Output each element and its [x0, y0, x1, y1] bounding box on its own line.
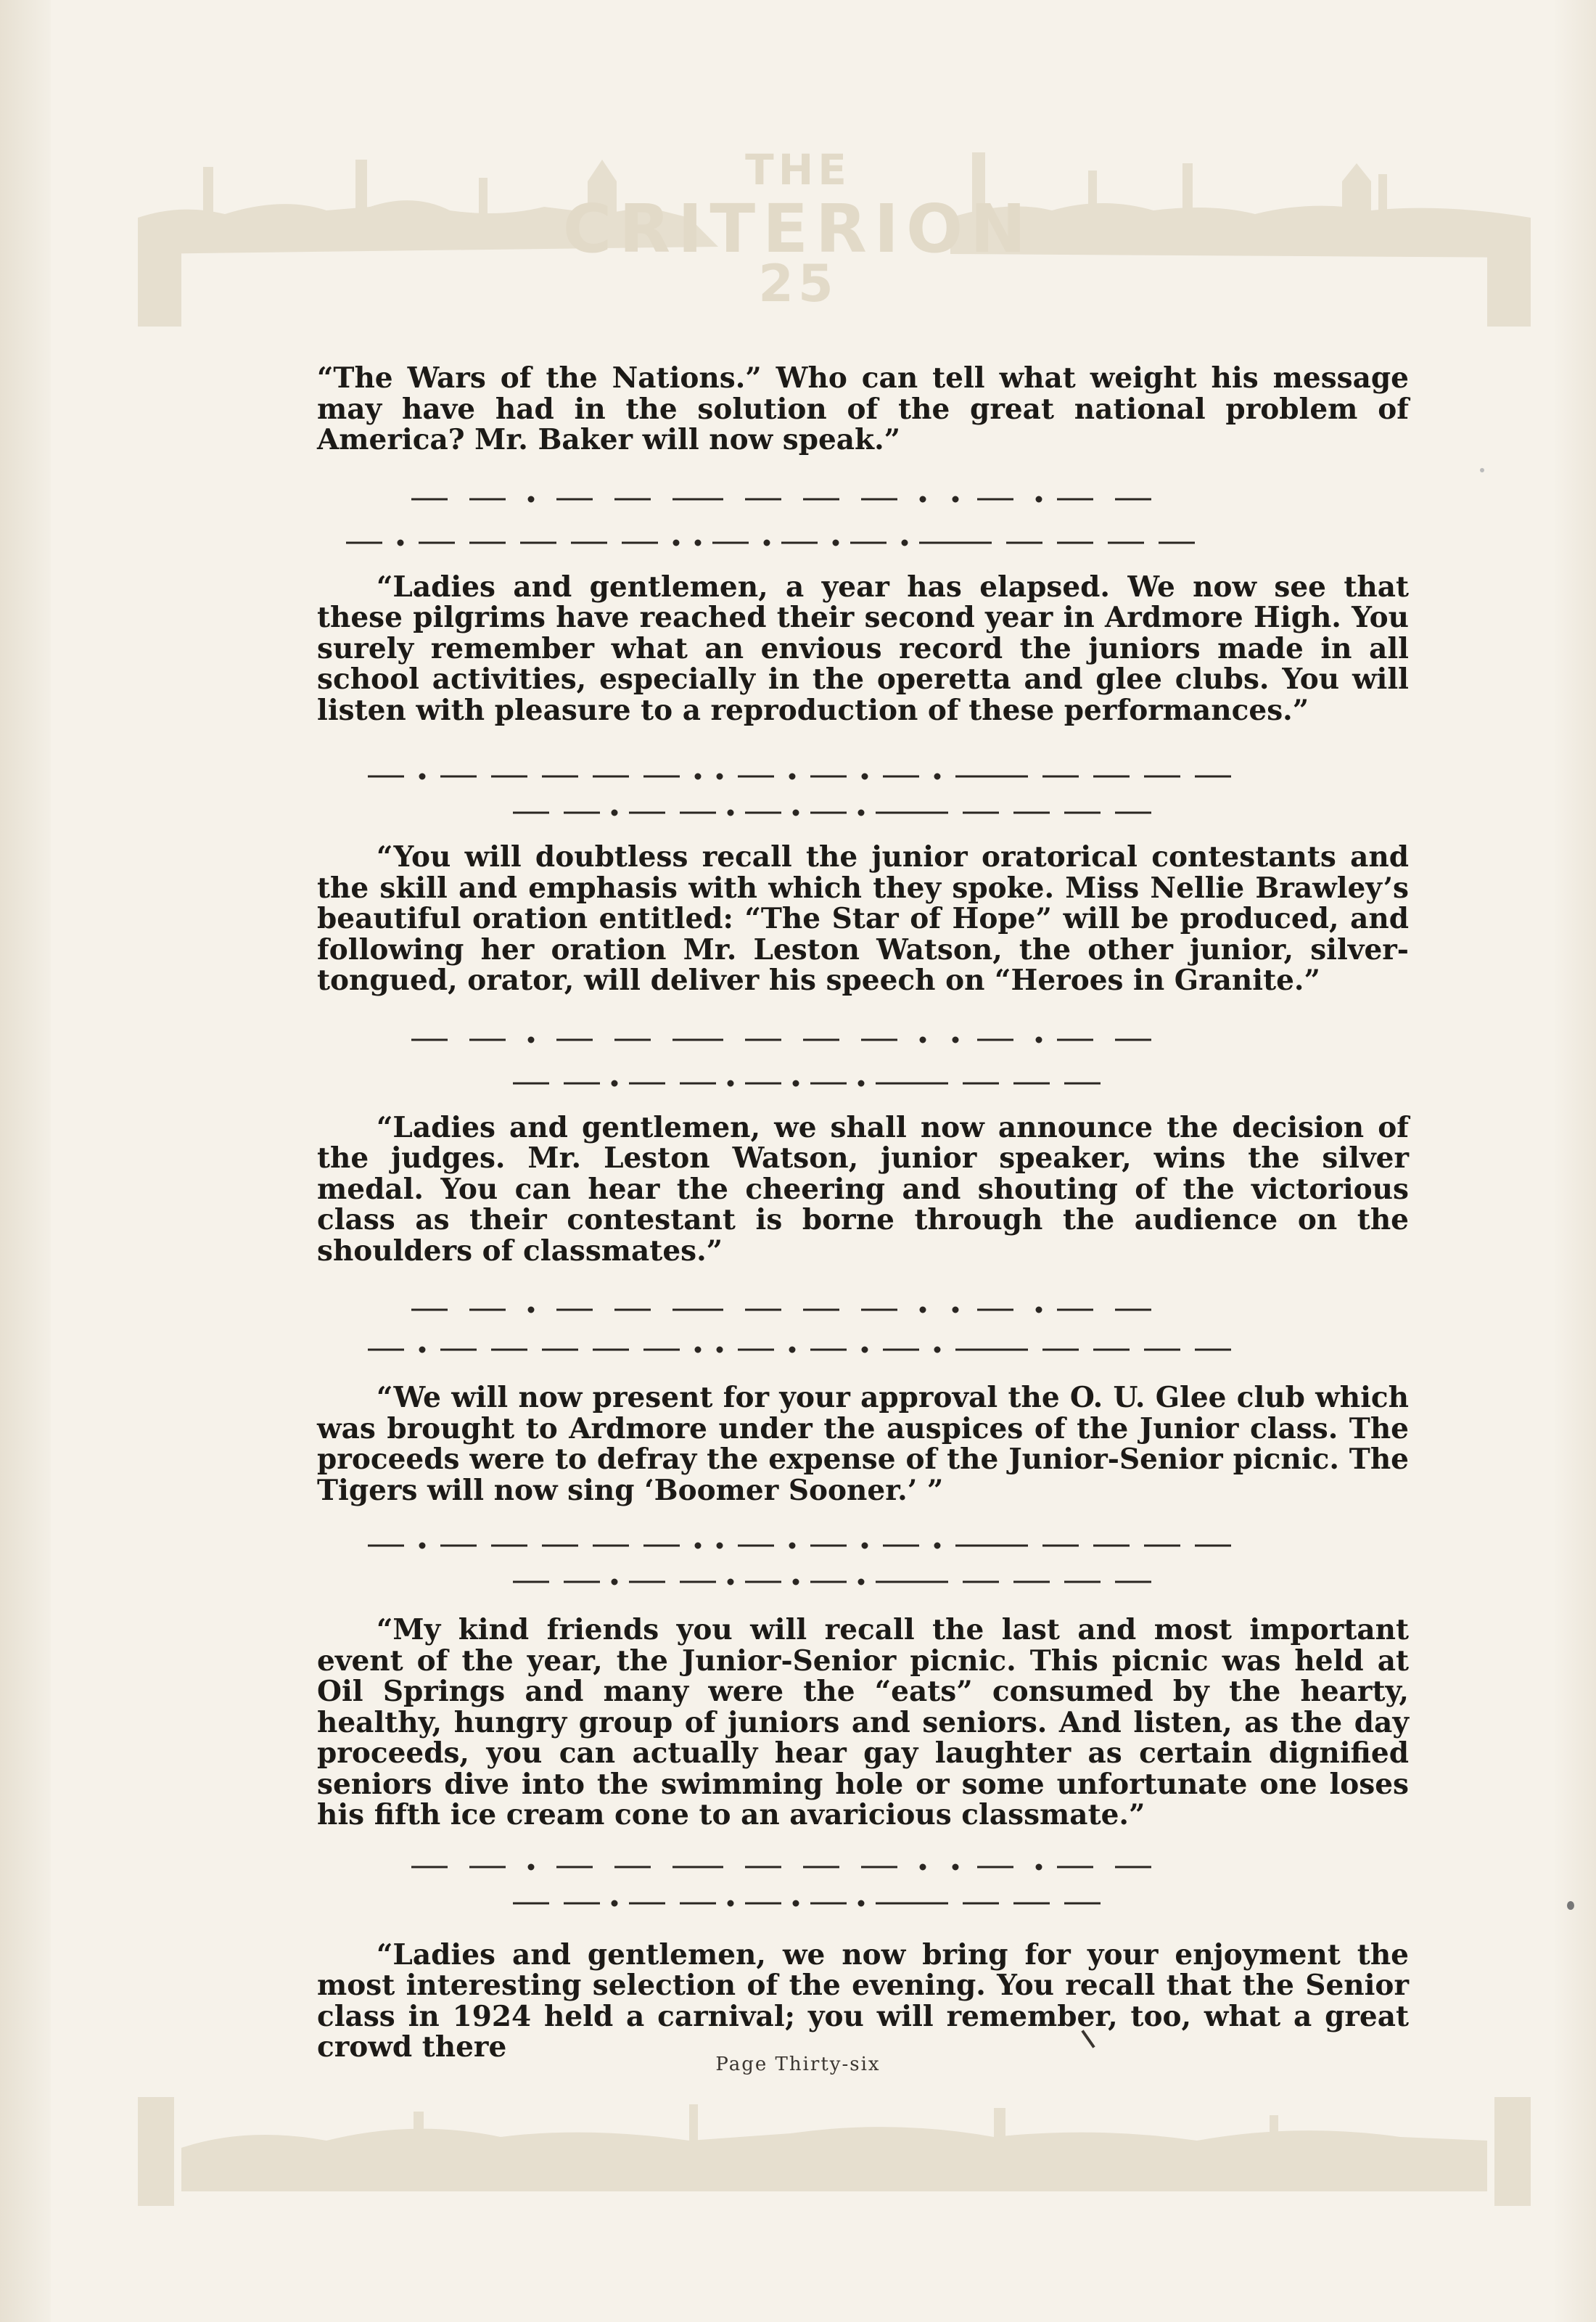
page-edge-right: [1552, 0, 1596, 2322]
page-number: Page Thirty-six: [715, 2054, 881, 2075]
dash-separator: [317, 996, 1409, 1112]
dash-separator: [317, 1266, 1409, 1382]
paragraph: “Ladies and gentlemen, a year has elapsed. We now see that these pilgrims have reached their second year in Ardmore High. You surely remember what an envious record the juniors made in all school activities, especially in the operetta and glee clubs. You will listen with pleasure to a reproduction of these performances.”: [317, 570, 1409, 727]
page-edge-left: [0, 0, 51, 2322]
paragraph: “We will now present for your approval the O. U. Glee club which was brought to Ardmore under the auspices of the Junior class. The proceeds were to defray the expense of the Junior-Senior picnic. The Tigers will now sing ‘Boomer Sooner.’ ”: [317, 1381, 1409, 1507]
dash-separator: [317, 726, 1409, 842]
paragraph: “My kind friends you will recall the last and most important event of the year, the Junior-Senior picnic. This picnic was held at Oil Springs and many were the “eats” consumed by the hearty, healthy, hungry group of juniors and seniors. And listen, as the day proceeds, you can actually hear gay laughter as certain dignified seniors dive into the swimming hole or some unfortunate one loses his fifth ice cream cone to an avaricious classmate.”: [317, 1613, 1409, 1831]
paragraph: “You will doubtless recall the junior oratorical contestants and the skill and emphasis with which they spoke. Miss Nellie Brawley’s beautiful oration entitled: “The Star of Hope” will be produced, and following her oration Mr. Leston Watson, the other junior, silver-tongued, orator, will deliver his speech on “Heroes in Granite.”: [317, 840, 1409, 997]
dash-separator: [317, 456, 1409, 572]
masthead-number: 25: [758, 254, 838, 313]
page-body: [317, 363, 1409, 2063]
masthead-the: THE: [745, 145, 851, 194]
paragraph: “Ladies and gentlemen, we shall now announce the decision of the judges. Mr. Leston Watson, junior speaker, wins the silver medal. You can hear the cheering and shouting of the victorious class as their contestant is borne through the audience on the shoulders of classmates.”: [317, 1110, 1409, 1268]
paragraph: “The Wars of the Nations.” Who can tell what weight his message may have had in the solution of the great national problem of America? Mr. Baker will now speak.”: [317, 361, 1409, 456]
dash-separator: [317, 1831, 1409, 1940]
paper-speck: [1480, 468, 1484, 472]
paragraph: “Ladies and gentlemen, we now bring for your enjoyment the most interesting selection of the evening. You recall that the Senior class in 1924 held a carnival; you will remember, too, what a great crowd there: [317, 1937, 1409, 2064]
paper-speck: [1567, 1901, 1574, 1910]
footer-ornament: [138, 2097, 1531, 2206]
masthead-title: CRITERION: [562, 190, 1034, 268]
dash-separator: [317, 1506, 1409, 1615]
